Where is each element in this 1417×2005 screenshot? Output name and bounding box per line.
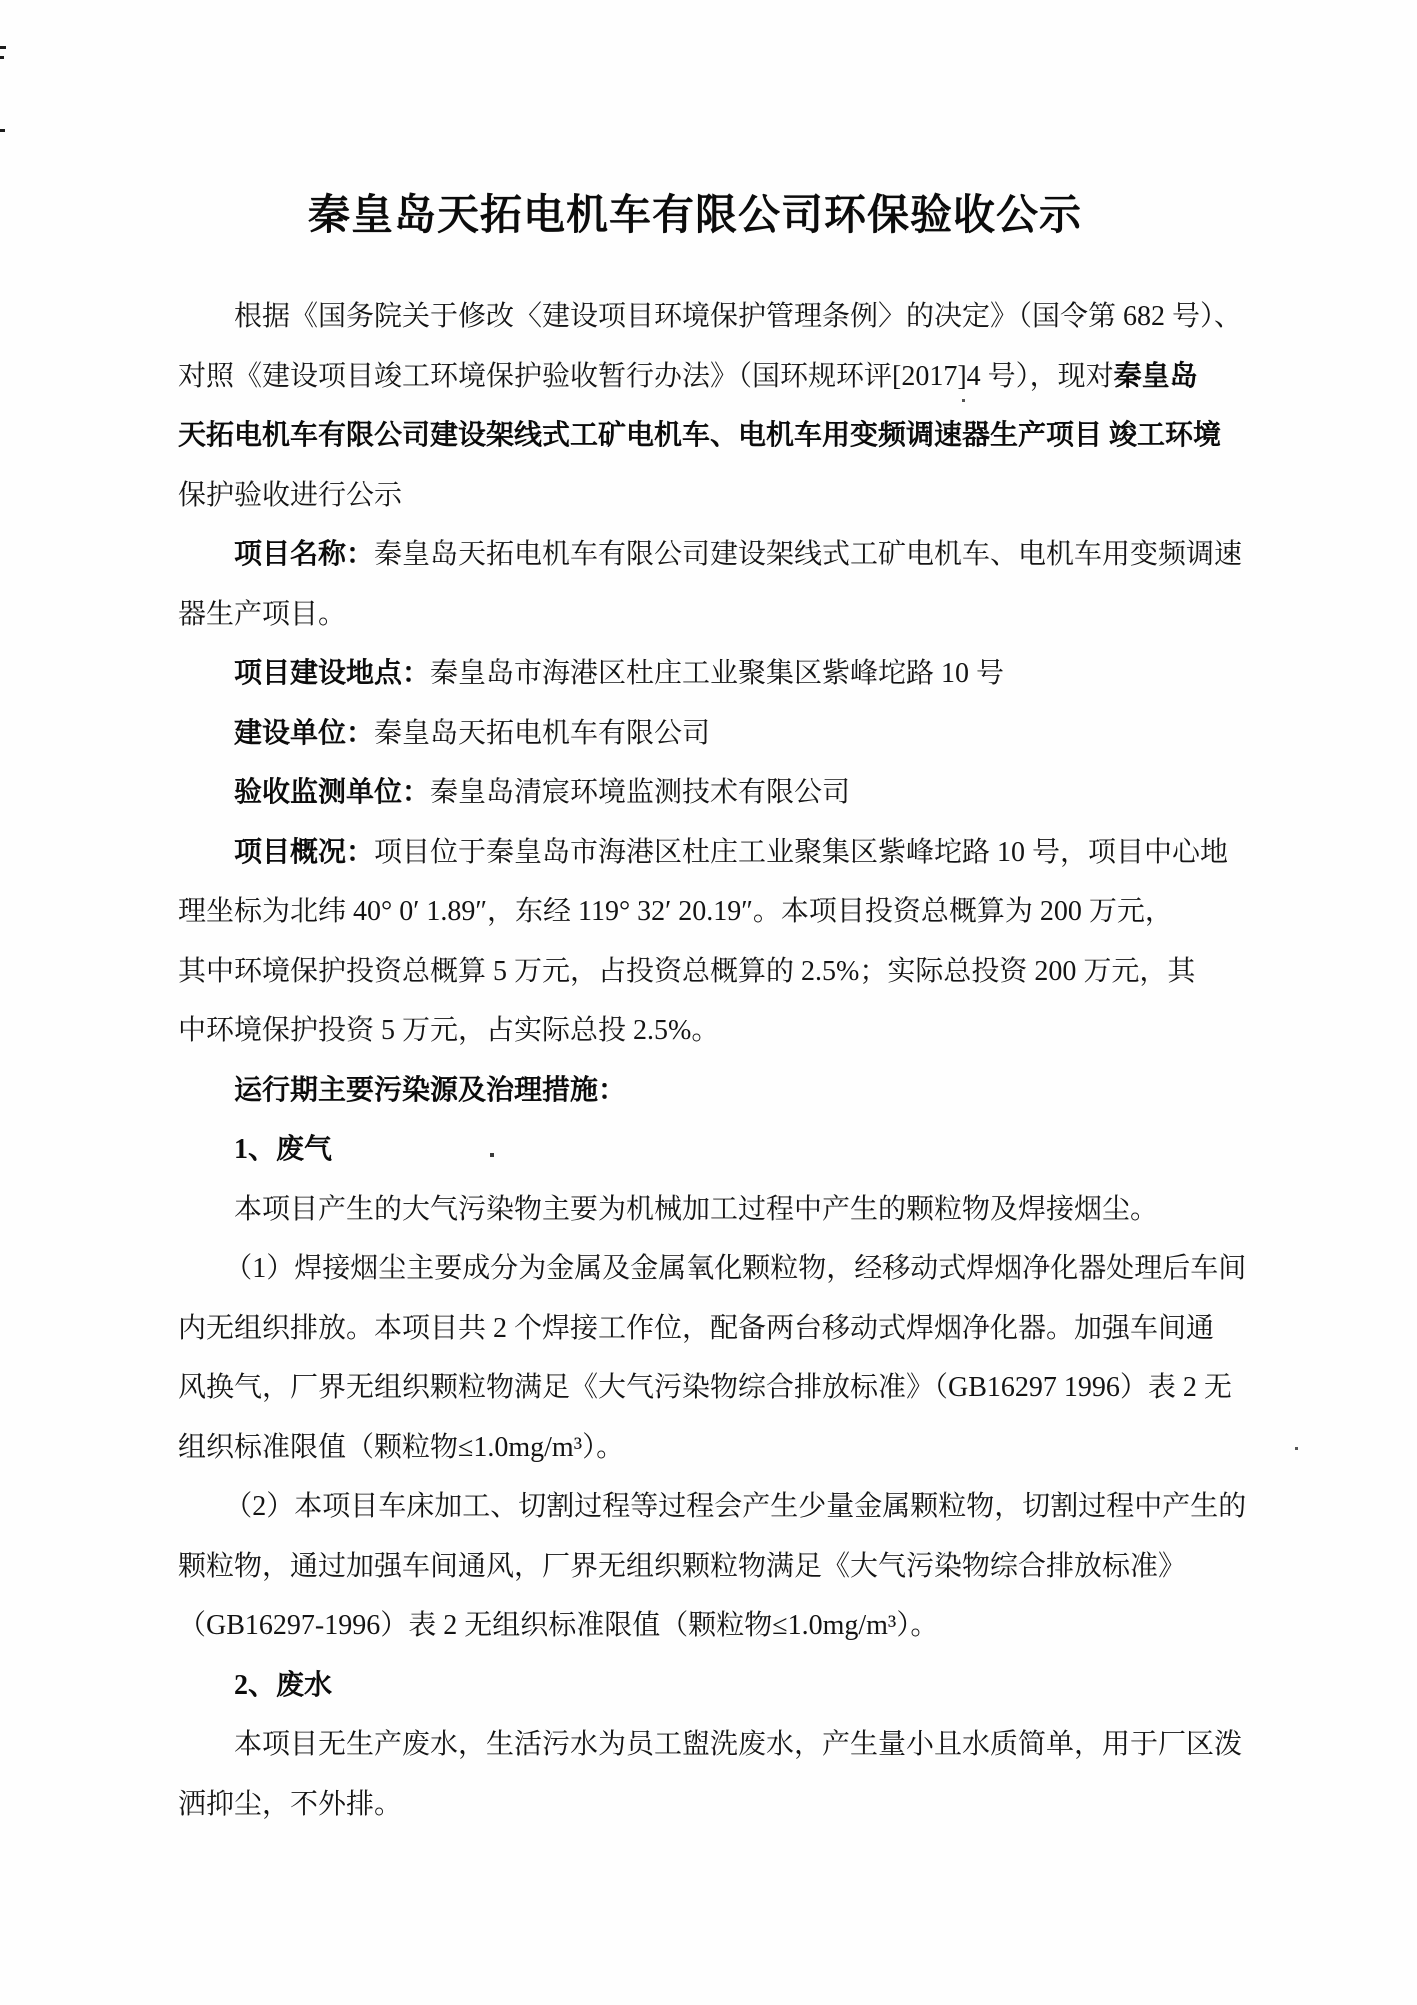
text-segment: 本项目无生产废水，生活污水为员工盥洗废水，产生量小且水质简单，用于厂区泼 — [234, 1729, 1243, 1760]
scan-speck — [1295, 1447, 1298, 1450]
doc-line — [178, 525, 1250, 585]
doc-line — [178, 1477, 1250, 1537]
doc-line — [178, 1775, 1250, 1835]
text-segment: （1）焊接烟尘主要成分为金属及金属氧化颗粒物，经移动式焊烟净化器处理后车间 — [224, 1253, 1247, 1284]
doc-line — [178, 1358, 1250, 1418]
doc-line — [178, 1715, 1250, 1775]
text-segment: 项目位于秦皇岛市海港区杜庄工业聚集区紫峰坨路 10 号，项目中心地 — [374, 836, 1229, 868]
field-label: 项目名称： — [234, 539, 375, 570]
doc-line — [178, 1001, 1250, 1061]
text-segment: 天拓电机车有限公司建设架线式工矿电机车、电机车用变频调速器生产项目 竣工环境 — [178, 420, 1222, 451]
text-segment: 根据《国务院关于修改〈建设项目环境保护管理条例〉的决定》（国令第 682 号）、 — [234, 301, 1243, 332]
document-body — [178, 287, 1250, 1834]
section-heading: 运行期主要污染源及治理措施： — [234, 1074, 627, 1106]
doc-line — [178, 1596, 1250, 1656]
doc-line — [178, 882, 1250, 942]
text-segment: 理坐标为北纬 40° 0′ 1.89″，东经 119° 32′ 20.19″。本项目投资总概算为 200 万元， — [178, 896, 1173, 927]
text-segment: 秦皇岛清宸环境监测技术有限公司 — [430, 777, 851, 808]
text-segment: 组织标准限值（颗粒物≤1.0mg/m³）。 — [178, 1431, 625, 1463]
doc-line — [178, 763, 1250, 823]
text-segment: 秦皇岛市海港区杜庄工业聚集区紫峰坨路 10 号 — [430, 658, 1005, 689]
doc-line — [178, 1239, 1250, 1299]
text-segment: 器生产项目。 — [178, 598, 347, 630]
doc-line — [178, 347, 1250, 407]
text-segment: 秦皇岛天拓电机车有限公司 — [374, 717, 711, 749]
text-segment: 其中环境保护投资总概算 5 万元，占投资总概算的 2.5%；实际总投资 200 万元，其 — [178, 955, 1196, 987]
field-label: 建设单位： — [234, 717, 375, 749]
text-segment: 秦皇岛 — [1113, 360, 1198, 392]
text-segment: 保护验收进行公示 — [178, 479, 403, 511]
doc-line — [178, 406, 1250, 466]
text-segment: 风换气，厂界无组织颗粒物满足《大气污染物综合排放标准》（GB16297 1996）表 2 无 — [178, 1372, 1232, 1403]
page-title: 秦皇岛天拓电机车有限公司环保验收公示 — [307, 193, 1082, 239]
text-segment: 对照《建设项目竣工环境保护验收暂行办法》（国环规环评[2017]4 号），现对 — [178, 360, 1114, 392]
doc-line — [178, 287, 1250, 347]
doc-line section-heading — [178, 1061, 1250, 1121]
doc-line — [178, 1537, 1250, 1597]
doc-line — [178, 1418, 1250, 1478]
section-heading: 1、废气 — [234, 1134, 333, 1165]
doc-line — [178, 585, 1250, 645]
text-segment: （GB16297-1996）表 2 无组织标准限值（颗粒物≤1.0mg/m³）。 — [178, 1610, 939, 1641]
section-heading: 2、废水 — [234, 1669, 333, 1701]
text-segment: 本项目产生的大气污染物主要为机械加工过程中产生的颗粒物及焊接烟尘。 — [234, 1193, 1159, 1225]
text-segment: 洒抑尘，不外排。 — [178, 1788, 403, 1820]
field-label: 项目建设地点： — [234, 658, 431, 689]
text-segment: 颗粒物，通过加强车间通风，厂界无组织颗粒物满足《大气污染物综合排放标准》 — [178, 1550, 1187, 1582]
doc-line — [178, 1299, 1250, 1359]
doc-line — [178, 942, 1250, 1002]
doc-line — [178, 823, 1250, 883]
scan-speck — [0, 56, 4, 59]
doc-line section-heading — [178, 1656, 1250, 1716]
text-segment: 内无组织排放。本项目共 2 个焊接工作位，配备两台移动式焊烟净化器。加强车间通 — [178, 1312, 1215, 1344]
scan-speck — [0, 129, 5, 132]
doc-line — [178, 1180, 1250, 1240]
text-segment: 秦皇岛天拓电机车有限公司建设架线式工矿电机车、电机车用变频调速 — [374, 539, 1243, 570]
text-segment: （2）本项目车床加工、切割过程等过程会产生少量金属颗粒物，切割过程中产生的 — [224, 1491, 1247, 1522]
doc-line — [178, 466, 1250, 526]
doc-line section-heading — [178, 1120, 1250, 1180]
text-segment: 中环境保护投资 5 万元，占实际总投 2.5%。 — [178, 1015, 720, 1046]
scan-speck — [0, 46, 6, 49]
doc-line — [178, 704, 1250, 764]
field-label: 项目概况： — [234, 836, 375, 868]
field-label: 验收监测单位： — [234, 777, 431, 808]
doc-line — [178, 644, 1250, 704]
